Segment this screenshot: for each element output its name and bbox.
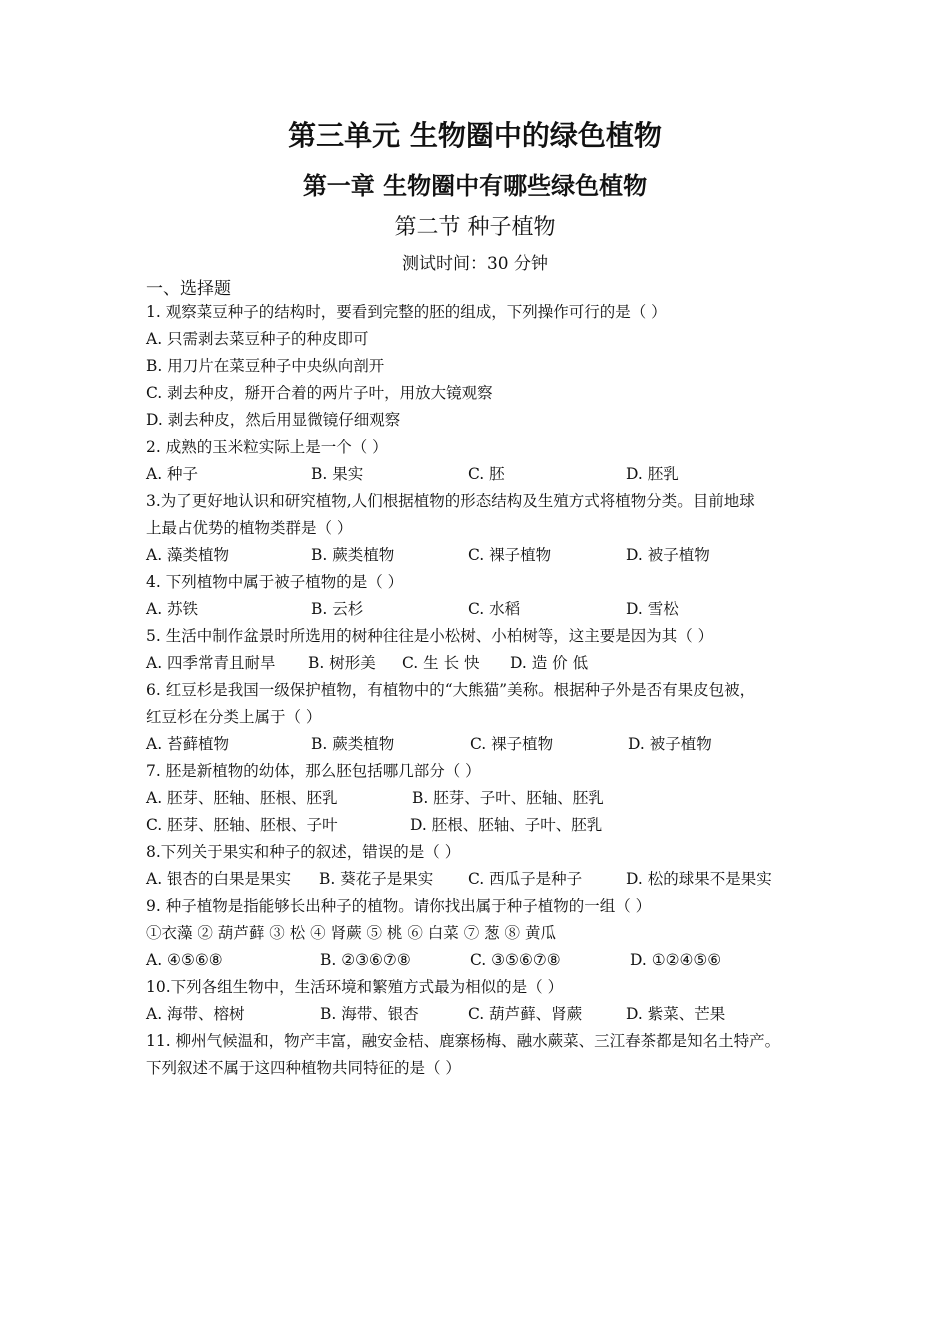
question-1-option-b: B. 用刀片在菜豆种子中央纵向剖开 xyxy=(146,357,385,375)
question-8-option-c: C. 西瓜子是种子 xyxy=(468,870,583,888)
question-6-options xyxy=(146,731,836,758)
question-2-options xyxy=(146,461,836,488)
question-9-option-a: A. ④⑤⑥⑧ xyxy=(146,951,223,969)
question-7-option-c: C. 胚芽、胚轴、胚根、子叶 xyxy=(146,816,338,834)
test-time: 测试时间：30 分钟 xyxy=(401,254,549,274)
question-4-option-c: C. 水稻 xyxy=(468,600,521,618)
question-10-option-b: B. 海带、银杏 xyxy=(320,1005,419,1023)
question-6-option-b: B. 蕨类植物 xyxy=(311,735,395,753)
question-10-option-d: D. 紫菜、芒果 xyxy=(626,1005,726,1023)
question-7-option-d: D. 胚根、胚轴、子叶、胚乳 xyxy=(410,816,603,834)
question-11-stem-line-1: 11. 柳州气候温和，物产丰富，融安金桔、鹿寨杨梅、融水蕨菜、三江春茶都是知名土特产。 xyxy=(146,1032,781,1050)
question-9-stem: 9. 种子植物是指能够长出种子的植物。请你找出属于种子植物的一组（ ） xyxy=(146,897,652,915)
section-title: 第二节 种子植物 xyxy=(394,215,556,240)
question-3-stem-line-2: 上最占优势的植物类群是（ ） xyxy=(146,519,353,537)
question-4-stem: 4. 下列植物中属于被子植物的是（ ） xyxy=(146,573,404,591)
question-4-option-d: D. 雪松 xyxy=(626,600,679,618)
question-8-stem: 8.下列关于果实和种子的叙述，错误的是（ ） xyxy=(146,843,461,861)
question-8-option-a: A. 银杏的白果是果实 xyxy=(146,870,292,888)
question-7-option-b: B. 胚芽、子叶、胚轴、胚乳 xyxy=(412,789,604,807)
question-9-options xyxy=(146,947,836,974)
question-1-stem: 1. 观察菜豆种子的结构时，要看到完整的胚的组成，下列操作可行的是（ ） xyxy=(146,303,667,321)
question-2-option-b: B. 果实 xyxy=(311,465,364,483)
question-11-stem-line-2: 下列叙述不属于这四种植物共同特征的是（ ） xyxy=(146,1059,461,1077)
question-6-stem-line-2: 红豆杉在分类上属于（ ） xyxy=(146,708,322,726)
question-6-option-a: A. 苔藓植物 xyxy=(146,735,230,753)
question-7-stem: 7. 胚是新植物的幼体，那么胚包括哪几部分（ ） xyxy=(146,762,481,780)
question-4-options xyxy=(146,596,836,623)
question-2-option-d: D. 胚乳 xyxy=(626,465,679,483)
question-2-stem: 2. 成熟的玉米粒实际上是一个（ ） xyxy=(146,438,388,456)
question-1-option-c: C. 剥去种皮，掰开合着的两片子叶，用放大镜观察 xyxy=(146,384,493,402)
question-4-option-a: A. 苏铁 xyxy=(146,600,199,618)
question-3-option-a: A. 藻类植物 xyxy=(146,546,230,564)
question-3-option-c: C. 裸子植物 xyxy=(468,546,552,564)
question-2-option-a: A. 种子 xyxy=(146,465,199,483)
question-9-option-d: D. ①②④⑤⑥ xyxy=(630,951,722,969)
question-2-option-c: C. 胚 xyxy=(468,465,505,483)
question-9-option-b: B. ②③⑥⑦⑧ xyxy=(320,951,411,969)
question-9-option-c: C. ③⑤⑥⑦⑧ xyxy=(470,951,561,969)
question-10-options xyxy=(146,1001,836,1028)
question-10-option-c: C. 葫芦藓、肾蕨 xyxy=(468,1005,583,1023)
chapter-title: 第一章 生物圈中有哪些绿色植物 xyxy=(302,172,648,200)
question-3-options xyxy=(146,542,836,569)
question-5-options xyxy=(146,650,836,677)
question-3-option-d: D. 被子植物 xyxy=(626,546,710,564)
question-9-items: ①衣藻 ② 葫芦藓 ③ 松 ④ 肾蕨 ⑤ 桃 ⑥ 白菜 ⑦ 葱 ⑧ 黄瓜 xyxy=(146,924,556,942)
question-10-stem: 10.下列各组生物中，生活环境和繁殖方式最为相似的是（ ） xyxy=(146,978,564,996)
question-4-option-b: B. 云杉 xyxy=(311,600,364,618)
question-5-option-b: B. 树形美 xyxy=(308,654,376,672)
question-1-option-a: A. 只需剥去菜豆种子的种皮即可 xyxy=(146,330,369,348)
question-8-option-d: D. 松的球果不是果实 xyxy=(626,870,772,888)
question-3-option-b: B. 蕨类植物 xyxy=(311,546,395,564)
question-1-option-d: D. 剥去种皮，然后用显微镜仔细观察 xyxy=(146,411,401,429)
question-10-option-a: A. 海带、榕树 xyxy=(146,1005,245,1023)
question-7-options-row-2 xyxy=(146,812,836,839)
question-6-option-d: D. 被子植物 xyxy=(628,735,712,753)
question-5-option-a: A. 四季常青且耐旱 xyxy=(146,654,276,672)
question-5-stem: 5. 生活中制作盆景时所选用的树种往往是小松树、小柏树等，这主要是因为其（ ） xyxy=(146,627,714,645)
question-7-option-a: A. 胚芽、胚轴、胚根、胚乳 xyxy=(146,789,338,807)
question-5-option-c: C. 生 长 快 xyxy=(402,654,480,672)
question-7-options-row-1 xyxy=(146,785,836,812)
question-8-options xyxy=(146,866,836,893)
question-6-option-c: C. 裸子植物 xyxy=(470,735,554,753)
question-5-option-d: D. 造 价 低 xyxy=(510,654,589,672)
part-title: 一、选择题 xyxy=(146,279,231,299)
question-3-stem-line-1: 3.为了更好地认识和研究植物,人们根据植物的形态结构及生殖方式将植物分类。目前地球 xyxy=(146,492,755,510)
question-6-stem-line-1: 6. 红豆杉是我国一级保护植物，有植物中的“大熊猫”美称。根据种子外是否有果皮包被， xyxy=(146,681,756,699)
unit-title: 第三单元 生物圈中的绿色植物 xyxy=(288,119,662,152)
question-8-option-b: B. 葵花子是果实 xyxy=(319,870,434,888)
question-list xyxy=(146,299,836,1082)
